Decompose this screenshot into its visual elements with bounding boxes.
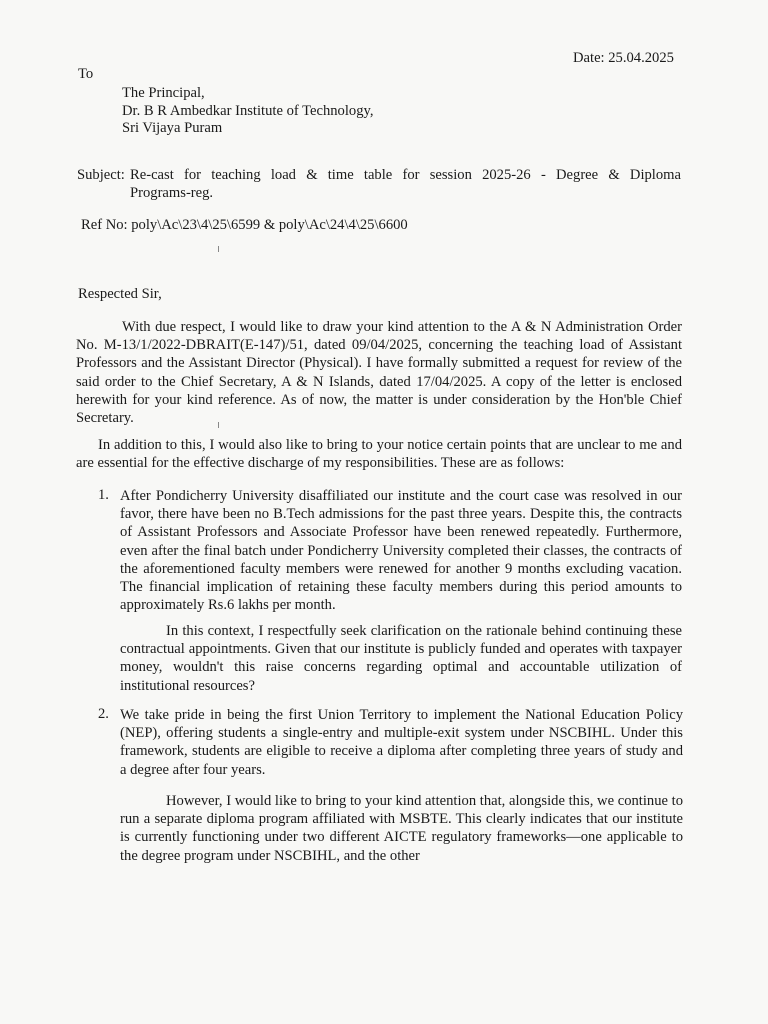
paragraph-points-intro: In addition to this, I would also like to bring to your notice certain points that are unclear to me and are essential for the effective discharge of my responsibilities. These are as follows: (76, 437, 682, 472)
scan-mark (218, 422, 219, 428)
list-item-followup: In this context, I respectfully seek clarification on the rationale behind continuing these contractual appointments. Given that our institute is publicly funded and operates with taxpayer money, wouldn't this raise concerns regarding optimal and accountable utilization of institutional resources? (120, 623, 682, 694)
list-item-text: We take pride in being the first Union Territory to implement the National Education Policy (NEP), offering students a single-entry and multiple-exit system under NSCBIHL. Under this framework, students are eligible to receive a diploma after completing three years of study and a degree after four years. (120, 707, 683, 778)
recipient-location: Sri Vijaya Puram (122, 120, 223, 136)
recipient-institute: Dr. B R Ambedkar Institute of Technology, (122, 103, 374, 119)
salutation: Respected Sir, (78, 286, 162, 302)
letter-date: Date: 25.04.2025 (573, 50, 674, 66)
subject-label: Subject: (77, 167, 125, 183)
list-item-number: 1. (98, 487, 109, 503)
list-item-followup: However, I would like to bring to your kind attention that, alongside this, we continue to run a separate diploma program affiliated with MSBTE. This clearly indicates that our institute is currently functioning under two different AICTE regulatory frameworks—one applicable to the degree program under NSCBIHL, and the other (120, 793, 683, 864)
subject-block (77, 166, 681, 202)
subject-text: Re-cast for teaching load & time table for session 2025-26 - Degree & Diploma (130, 167, 681, 183)
reference-number: Ref No: poly\Ac\23\4\25\6599 & poly\Ac\24\4\25\6600 (81, 217, 408, 233)
subject-line-1 (77, 166, 681, 184)
paragraph-intro: With due respect, I would like to draw your kind attention to the A & N Administration Order No. M-13/1/2022-DBRAIT(E-147)/51, dated 09/04/2025, concerning the teaching load of Assistant Professors and the Assistant Director (Physical). I have formally submitted a request for review of the said order to the Chief Secretary, A & N Islands, dated 17/04/2025. A copy of the letter is enclosed herewith for your kind reference. As of now, the matter is under consideration by the Hon'ble Chief Secretary. (76, 319, 682, 427)
to-label: To (78, 66, 94, 82)
list-item-number: 2. (98, 706, 109, 722)
scan-mark (218, 246, 219, 252)
recipient-title: The Principal, (122, 85, 205, 101)
subject-line-2: Programs-reg. (130, 185, 214, 201)
list-item-text: After Pondicherry University disaffiliated our institute and the court case was resolved in our favor, there have been no B.Tech admissions for the past three years. Despite this, the contracts of Assistant Professors and Associate Professor have been renewed repeatedly. Furthermore, even after the final batch under Pondicherry University completed their classes, the contracts of the aforementioned faculty members were renewed for another 9 months excluding vacation. The financial implication of retaining these faculty members during this period amounts to approximately Rs.6 lakhs per month. (120, 488, 682, 614)
